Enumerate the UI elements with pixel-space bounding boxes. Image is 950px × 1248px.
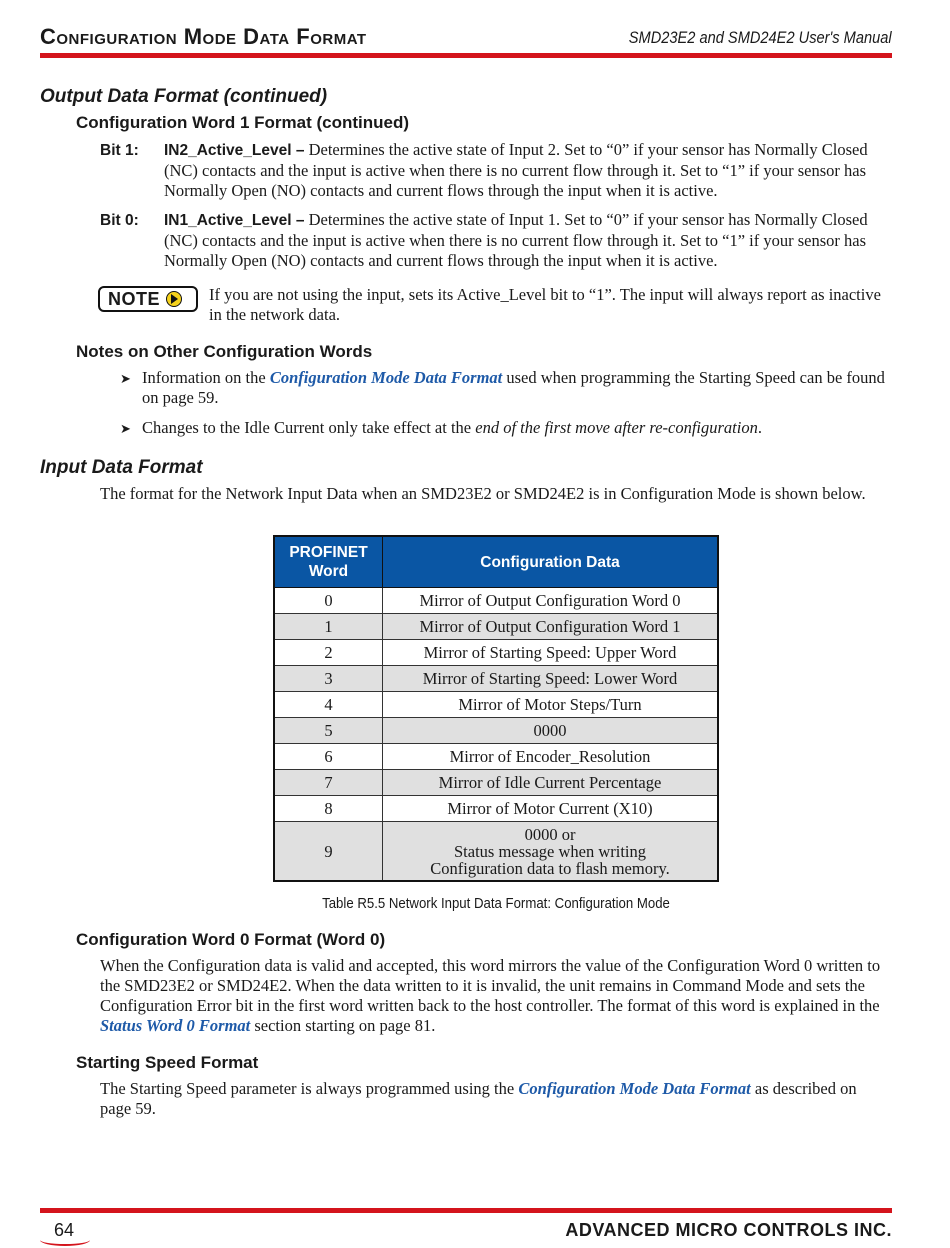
bit1-text: Determines the active state of Input 2. Set to “0” if your sensor has Normally Closed (NC) contacts and the input is active when there is no current flow through it. Set to “1” if your sensor has Normally Open (NO) contacts and current flows through the input when it is active. bbox=[164, 140, 868, 200]
column-header-config-data: Configuration Data bbox=[383, 536, 719, 588]
page-swoosh-icon bbox=[40, 1234, 90, 1246]
table-header-row bbox=[274, 536, 718, 588]
bit0-description bbox=[164, 210, 888, 271]
arrow-right-icon bbox=[166, 291, 182, 307]
table-row: 5 0000 bbox=[274, 718, 718, 744]
page-number: 64 bbox=[54, 1220, 75, 1240]
subheading-config-word-1: Configuration Word 1 Format (continued) bbox=[76, 113, 410, 132]
column-header-word: PROFINET Word bbox=[274, 536, 383, 588]
footer-rule bbox=[40, 1208, 892, 1213]
bit0-label: Bit 0: bbox=[100, 212, 139, 229]
bullet-2 bbox=[142, 418, 890, 438]
input-data-table bbox=[273, 535, 719, 882]
header-rule bbox=[40, 53, 892, 58]
note-text: If you are not using the input, sets its Active_Level bit to “1”. The input will always report as inactive in the network data. bbox=[209, 285, 881, 324]
table-row: 9 0000 or Status message when writing Configuration data to flash memory. bbox=[274, 822, 718, 882]
note-label: NOTE bbox=[108, 288, 161, 309]
table-row: 1 Mirror of Output Configuration Word 1 bbox=[274, 614, 718, 640]
bit1-name: IN2_Active_Level – bbox=[164, 142, 305, 159]
note-badge bbox=[98, 286, 198, 312]
table-row: 7 Mirror of Idle Current Percentage bbox=[274, 770, 718, 796]
word0-paragraph: When the Configuration data is valid and accepted, this word mirrors the value of the Configuration Word 0 written to the SMD23E2 or SMD24E2. When the data written to it is invalid, the unit remains in Command Mode and sets the Configuration Error bit in the first word written back to the host controller. The format of this word is explained in the Status Word 0 Format section starting on page 81. bbox=[100, 956, 881, 1035]
bit1-label: Bit 1: bbox=[100, 142, 139, 159]
bullet-2-post: . bbox=[757, 418, 762, 437]
link-config-mode-data-format-2[interactable]: Configuration Mode Data Format bbox=[518, 1079, 751, 1098]
subheading-notes: Notes on Other Configuration Words bbox=[76, 342, 373, 361]
bullet-2-pre: Changes to the Idle Current only take effect at the bbox=[142, 418, 476, 437]
input-intro: The format for the Network Input Data when an SMD23E2 or SMD24E2 is in Configuration Mode is shown below. bbox=[100, 484, 866, 503]
table-row: 2 Mirror of Starting Speed: Upper Word bbox=[274, 640, 718, 666]
link-config-mode-data-format[interactable]: Configuration Mode Data Format bbox=[269, 368, 503, 387]
bullet-arrow-icon: ➤ bbox=[120, 371, 131, 386]
bullet-2-italic: end of the first move after re-configuration bbox=[475, 418, 758, 437]
table-row: 4 Mirror of Motor Steps/Turn bbox=[274, 692, 718, 718]
bit0-name: IN1_Active_Level – bbox=[164, 212, 305, 229]
company-name: ADVANCED MICRO CONTROLS INC. bbox=[565, 1220, 892, 1240]
subheading-starting-speed: Starting Speed Format bbox=[76, 1053, 259, 1072]
bit1-description bbox=[164, 140, 888, 201]
bullet-arrow-icon: ➤ bbox=[120, 421, 131, 436]
starting-speed-paragraph: The Starting Speed parameter is always programmed using the Configuration Mode Data Format as described on page 59. bbox=[100, 1079, 857, 1118]
table-caption: Table R5.5 Network Input Data Format: Configuration Mode bbox=[322, 895, 670, 912]
bullet-1-post: used when programming the Starting Speed can be found on page 59. bbox=[142, 368, 885, 407]
table-row: 0 Mirror of Output Configuration Word 0 bbox=[274, 588, 718, 614]
link-status-word-0-format[interactable]: Status Word 0 Format bbox=[100, 1016, 251, 1035]
table-row: 3 Mirror of Starting Speed: Lower Word bbox=[274, 666, 718, 692]
section-heading-output: Output Data Format (continued) bbox=[40, 86, 328, 107]
bullet-1 bbox=[142, 368, 890, 408]
table-row: 8 Mirror of Motor Current (X10) bbox=[274, 796, 718, 822]
subheading-config-word-0: Configuration Word 0 Format (Word 0) bbox=[76, 930, 386, 949]
section-heading-input: Input Data Format bbox=[40, 457, 203, 478]
table-row: 6 Mirror of Encoder_Resolution bbox=[274, 744, 718, 770]
manual-title: SMD23E2 and SMD24E2 User's Manual bbox=[629, 28, 892, 47]
page-header-title: Configuration Mode Data Format bbox=[40, 24, 367, 49]
bullet-1-pre: Information on the bbox=[142, 368, 270, 387]
bit0-text: Determines the active state of Input 1. Set to “0” if your sensor has Normally Closed (NC) contacts and the input is active when there is no current flow through it. Set to “1” if your sensor has Normally Open (NO) contacts and current flows through the input when it is active. bbox=[164, 210, 868, 270]
